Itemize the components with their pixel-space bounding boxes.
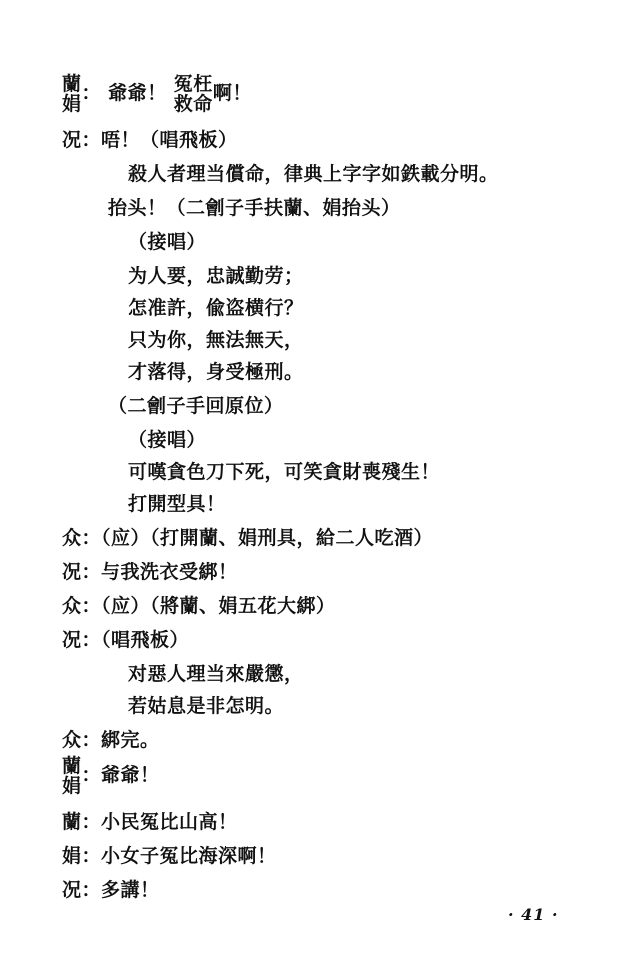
dialogue-line — [62, 756, 160, 796]
speaker-label: 蘭 — [62, 755, 82, 777]
dialogue-line — [62, 560, 238, 584]
lyric-line: 怎准許，偸盗横行？ — [128, 297, 304, 319]
dialogue-text: 爺爺！ — [108, 82, 167, 104]
speaker-label: 蘭： — [62, 811, 102, 833]
lyric-line: 为人要，忠誠勤劳； — [128, 265, 304, 287]
page-number: · 41 · — [508, 905, 559, 924]
dialogue-text: 啊！ — [212, 82, 252, 104]
stage-direction: （接唱） — [128, 429, 207, 451]
dialogue-line — [62, 810, 238, 834]
speaker-label: 况： — [62, 629, 102, 651]
speaker-label: 况： — [62, 129, 102, 151]
speaker-label: 娟： — [62, 845, 102, 867]
speaker-stack — [62, 74, 82, 114]
lyric-line: 只为你，無法無天， — [128, 329, 304, 351]
dialogue-text: 爺爺！ — [101, 764, 160, 786]
lyric-line: 才落得，身受極刑。 — [128, 361, 304, 383]
dialogue-text: 綁完。 — [101, 729, 160, 751]
lyric-line: 打開型具！ — [128, 493, 226, 515]
lyric-line: 对惡人理当來嚴懲， — [128, 663, 304, 685]
dialogue-line — [62, 526, 433, 550]
dialogue-text: （应）（將蘭、娟五花大綁） — [101, 595, 336, 617]
dialogue-line — [62, 628, 189, 652]
speaker-label: 娟 — [62, 775, 82, 797]
stacked-word: 救命 — [173, 93, 213, 115]
dialogue-text: （唱飛板） — [101, 629, 190, 651]
dialogue-line — [62, 594, 336, 618]
dialogue-line: 抬头！（二劊子手扶蘭、娟抬头） — [108, 197, 401, 219]
dialogue-text: 小民冤比山高！ — [101, 811, 238, 833]
speaker-label: 众： — [62, 595, 102, 617]
dialogue-line — [62, 844, 277, 868]
speaker-colon: ： — [81, 82, 102, 104]
speaker-label: 况： — [62, 879, 102, 901]
dialogue-text: 多講！ — [101, 879, 160, 901]
speaker-colon: ： — [81, 764, 102, 786]
speaker-label: 蘭 — [62, 73, 82, 95]
dialogue-text: 与我洗衣受綁！ — [101, 561, 238, 583]
lyric-line: 殺人者理当償命，律典上字字如鉄載分明。 — [128, 163, 499, 185]
dialogue-text: （应）（打開蘭、娟刑具，給二人吃酒） — [101, 527, 434, 549]
dialogue-line — [62, 728, 160, 752]
stage-direction: （二劊子手回原位） — [108, 395, 284, 417]
speaker-stack — [62, 756, 82, 796]
word-stack — [174, 74, 213, 114]
dialogue-line — [62, 878, 160, 902]
lyric-line: 可嘆貪色刀下死，可笑貪財喪殘生！ — [128, 461, 441, 483]
stage-direction: （接唱） — [128, 231, 207, 253]
speaker-label: 众： — [62, 729, 102, 751]
speaker-label: 娟 — [62, 93, 82, 115]
speaker-label: 况： — [62, 561, 102, 583]
stacked-word: 冤枉 — [173, 73, 213, 95]
speaker-label: 众： — [62, 527, 102, 549]
dialogue-text: 小女子冤比海深啊！ — [101, 845, 277, 867]
dialogue-text: 唔！（唱飛板） — [101, 129, 238, 151]
dialogue-line — [62, 128, 238, 152]
lyric-line: 若姑息是非怎明。 — [128, 695, 285, 717]
dialogue-line — [62, 74, 252, 114]
